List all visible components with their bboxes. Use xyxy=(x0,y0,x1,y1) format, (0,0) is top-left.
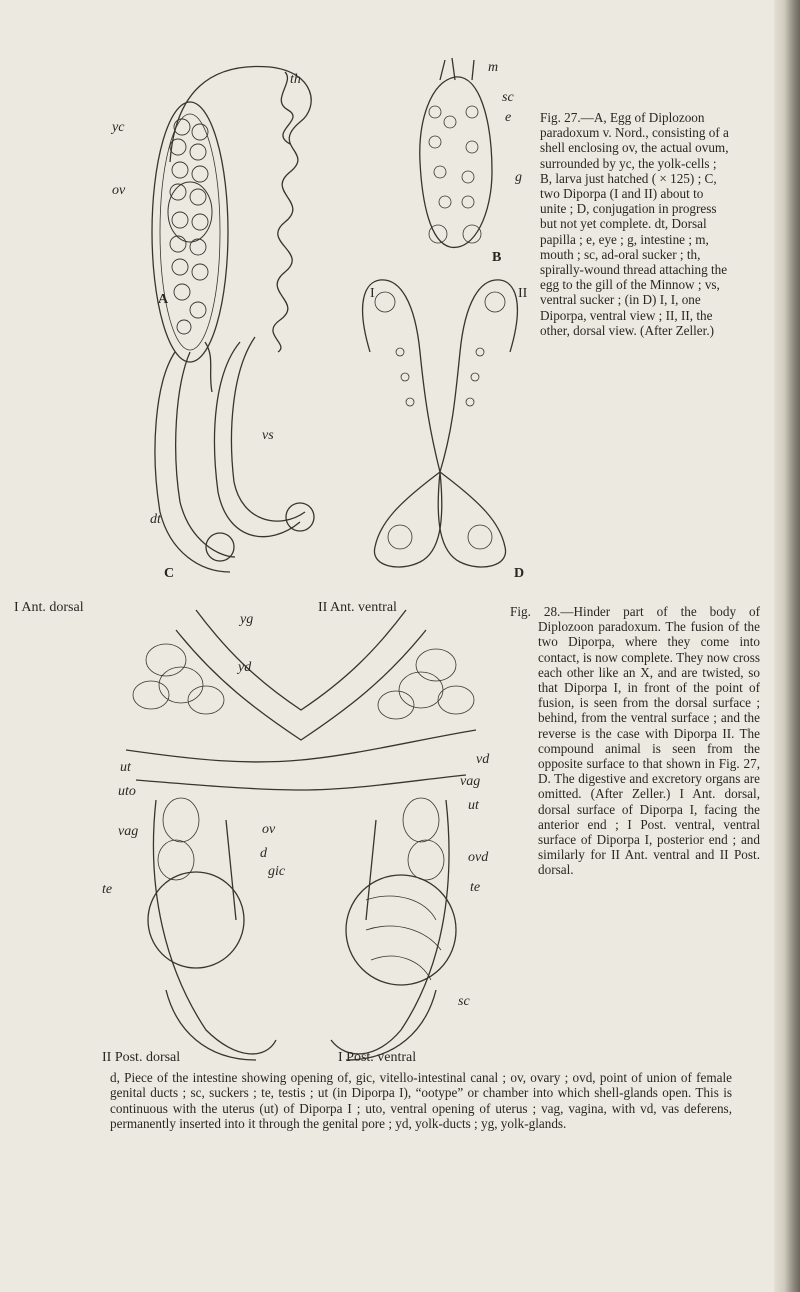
fig28-label-ant-ventral: II Ant. ventral xyxy=(318,600,397,615)
fig28-label-sc: sc xyxy=(458,994,470,1009)
fig28-label-gic: gic xyxy=(268,864,286,879)
fig28-label-vag-left: vag xyxy=(118,824,139,839)
fig27-label-I: I xyxy=(370,286,375,301)
fig27-label-sc: sc xyxy=(502,90,514,105)
fig27-label-vs: vs xyxy=(262,428,274,443)
fig27-label-D: D xyxy=(514,566,525,581)
fig27-label-yc: yc xyxy=(112,120,125,135)
figure-28-illustration xyxy=(96,590,506,1090)
fig27-label-m: m xyxy=(488,60,499,75)
book-spine-shadow xyxy=(774,0,800,1292)
fig28-label-post-ventral: I Post. ventral xyxy=(338,1050,417,1065)
fig28-label-vag-right: vag xyxy=(460,774,481,789)
fig28-label-d: d xyxy=(260,846,267,861)
fig28-label-te-right: te xyxy=(470,880,481,895)
fig28-label-yd: yd xyxy=(238,660,252,675)
fig27-label-e: e xyxy=(505,110,512,125)
fig27-caption: Fig. 27.—A, Egg of Diplozoon paradoxum v. Nord., consisting of a shell enclosing ov, the actual ovum, surrounded by yc, the yolk-cells ; B, larva just hatched ( × 125) ; C, two Diporpa (I and II) about to unite ; D, conjugation in progress but not yet complete. dt, Dorsal papilla ; e, eye ; g, intestine ; m, mouth ; sc, ad-oral sucker ; th, spirally-wound thread attaching the egg to the gill of the Minnow ; vs, ventral sucker ; (in D) I, I, one Diporpa, ventral view ; II, II, the other, dorsal view. (After Zeller.) xyxy=(540,110,729,338)
fig27-label-g: g xyxy=(515,170,522,185)
fig28-label-ant-dorsal: I Ant. dorsal xyxy=(14,600,84,615)
fig27-label-dt: dt xyxy=(150,512,161,527)
fig28-label-ovd: ovd xyxy=(468,850,489,865)
fig27-label-A: A xyxy=(158,292,169,307)
fig28-caption-side: Fig. 28.—Hinder part of the body of Diplozoon paradoxum. The fusion of the two Diporpa, where they come into contact, is now complete. They now cross each other like an X, and are twisted, so that Diporpa I, in front of the point of fusion, is seen from the dorsal surface ; behind, from the ventral surface ; and the reverse is the case with Diporpa II. The compound animal is seen from the opposite surface to that shown in Fig. 27, D. The digestive and excretory organs are omitted. (After Zeller.) I Ant. dorsal, dorsal surface of Diporpa I, facing the anterior end ; I Post. ventral, ventral surface of Diporpa I, posterior end ; and similarly for II Ant. ventral and II Post. dorsal. xyxy=(510,604,760,878)
fig28-label-ut: ut xyxy=(120,760,131,775)
fig28-label-yg: yg xyxy=(240,612,254,627)
fig28-caption-bottom: d, Piece of the intestine showing opening of, gic, vitello-intestinal canal ; ov, ovary ; ovd, point of union of female genital ducts ; sc, suckers ; te, testis ; ut (in Diporpa I), “ootype” or chamber into which shell-glands open. This is continuous with the uterus (ut) of Diporpa I ; uto, ventral opening of uterus ; vag, vagina, with vd, vas deferens, permanently inserted into it through the genital pore ; yd, yolk-ducts ; yg, yolk-glands. xyxy=(110,1070,732,1132)
fig28-label-te-left: te xyxy=(102,882,113,897)
fig28-label-post-dorsal: II Post. dorsal xyxy=(102,1050,181,1065)
fig28-label-vd: vd xyxy=(476,752,490,767)
fig27-label-th: th xyxy=(290,72,301,87)
fig28-label-uto: uto xyxy=(118,784,136,799)
fig27-label-II: II xyxy=(518,286,528,301)
fig28-label-ov: ov xyxy=(262,822,276,837)
fig28-label-ut-right: ut xyxy=(468,798,479,813)
fig27-label-C: C xyxy=(164,566,175,581)
figure-27-illustration xyxy=(100,52,540,592)
fig27-label-B: B xyxy=(492,250,502,265)
fig27-label-ov: ov xyxy=(112,183,126,198)
